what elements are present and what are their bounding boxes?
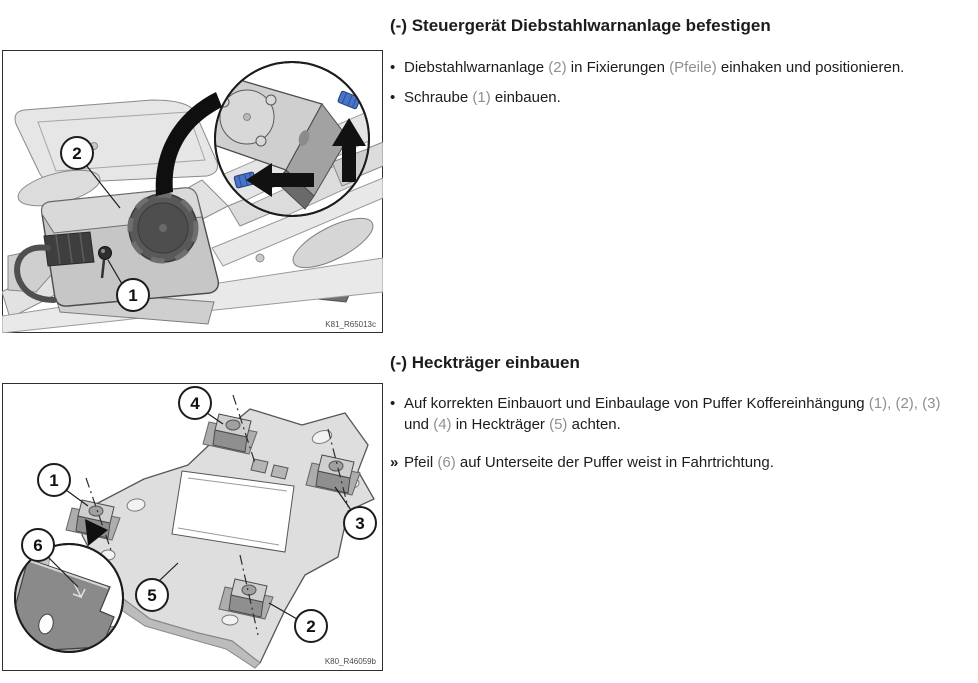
text-segment: einhaken und positionieren. <box>716 59 905 76</box>
instruction-text <box>404 393 956 435</box>
figure-steuergeraet-diebstahlwarnanlage <box>2 50 383 333</box>
text-segment: Diebstahlwarnanlage <box>404 59 549 76</box>
section1-heading: (-) Steuergerät Diebstahlwarnanlage befestigen <box>390 16 771 35</box>
text-segment: und <box>404 416 434 433</box>
ref-segment: (2) <box>548 59 567 76</box>
figure-code: K81_R65013c <box>325 320 376 329</box>
bullet-marker: • <box>390 89 396 106</box>
section1-bullet-2 <box>390 87 561 108</box>
section2-result-note <box>390 452 774 473</box>
instruction-text <box>404 57 904 78</box>
magnifier-inset <box>14 544 124 653</box>
callout-6-number: 6 <box>33 536 43 555</box>
callout-1-number: 1 <box>49 471 59 490</box>
figure-code: K80_R46059b <box>324 657 376 666</box>
result-marker: » <box>390 454 398 471</box>
text-segment: achten. <box>567 416 621 433</box>
bullet-marker: • <box>390 59 396 76</box>
text-segment: Pfeil <box>404 454 438 471</box>
ref-segment: (6) <box>437 454 456 471</box>
ref-segment: (5) <box>549 416 568 433</box>
callout-4-number: 4 <box>190 394 200 413</box>
callout-1-number: 1 <box>128 286 138 305</box>
callout-3-number: 3 <box>355 514 365 533</box>
instruction-text <box>404 452 774 473</box>
section2-bullet-1 <box>390 393 956 435</box>
text-segment: in Heckträger <box>451 416 550 433</box>
section2-heading: (-) Heckträger einbauen <box>390 353 580 372</box>
callout-2-number: 2 <box>72 144 82 163</box>
figure-hecktraeger <box>2 383 383 671</box>
ref-segment: (1), <box>868 395 892 412</box>
ref-segment: (Pfeile) <box>669 59 717 76</box>
section1-bullet-1 <box>390 57 904 78</box>
instruction-text <box>404 87 561 108</box>
bullet-marker: • <box>390 395 396 412</box>
text-segment: Schraube <box>404 89 473 106</box>
screw-1 <box>99 247 112 260</box>
callout-5-number: 5 <box>147 586 157 605</box>
ref-segment: (4) <box>433 416 452 433</box>
text-segment: auf Unterseite der Puffer weist in Fahrtrichtung. <box>455 454 774 471</box>
text-segment: einbauen. <box>490 89 561 106</box>
ref-segment: (2), (3) <box>895 395 941 412</box>
text-segment: Auf korrekten Einbauort und Einbaulage von Puffer Koffereinhängung <box>404 395 869 412</box>
text-segment: in Fixierungen <box>566 59 670 76</box>
ref-segment: (1) <box>472 89 491 106</box>
callout-2-number: 2 <box>306 617 316 636</box>
